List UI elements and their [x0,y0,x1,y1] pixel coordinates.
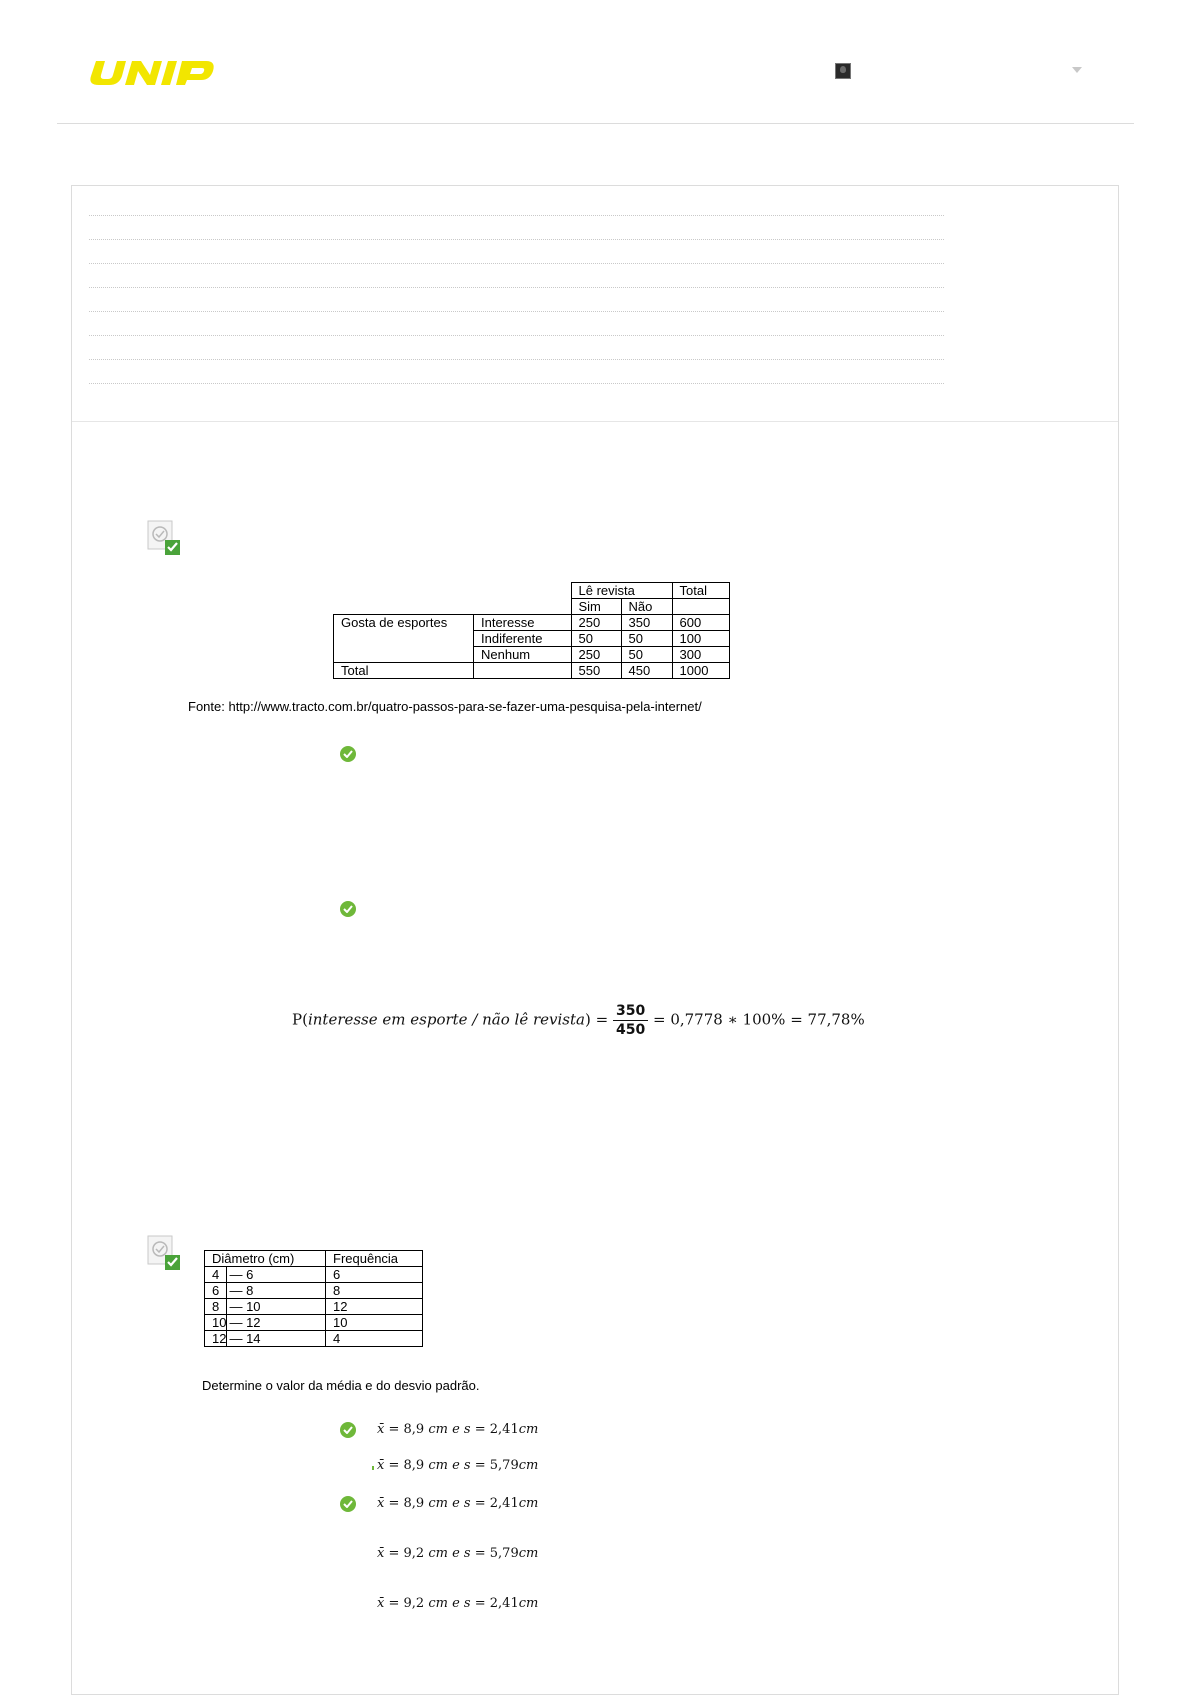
summary-line [89,311,944,312]
table-row [334,647,730,663]
table-row [205,1267,423,1283]
table-row [205,1331,423,1347]
answer-option[interactable]: x̄ = 8,9 cm e s = 5,79cm [377,1458,539,1473]
table-cell: 350 [621,615,672,631]
table-cell: 10 [326,1315,423,1331]
table-row [334,615,730,631]
formula-result: = 0,7778 ∗ 100% = 77,78% [652,1010,865,1029]
summary-line [89,383,944,384]
correct-question-icon [147,1235,183,1271]
option-sd: 5,79 [489,1458,519,1473]
table-row [334,663,730,679]
summary-line [89,215,944,216]
table-header [672,599,729,615]
fraction-numerator: 350 [613,1002,648,1021]
table-cell: — 8 [227,1283,326,1299]
table-cell [474,663,572,679]
table-cell: 50 [621,647,672,663]
option-sd: 2,41 [489,1422,519,1437]
table-cell: 250 [571,615,621,631]
summary-line [89,287,944,288]
table-cell: 50 [571,631,621,647]
frequency-table [204,1250,423,1347]
header-divider [57,123,1134,124]
answer-option[interactable]: x̄ = 8,9 cm e s = 2,41cm [377,1422,539,1437]
table-header: Sim [571,599,621,615]
table-cell: 1000 [672,663,729,679]
fraction-denominator: 450 [615,1022,646,1038]
table-cell: Total [334,663,474,679]
option-mean: 8,9 [403,1422,425,1437]
table-cell: 12 [326,1299,423,1315]
unip-logo-mark [88,60,224,86]
table-cell: Interesse [474,615,572,631]
question-prompt: Determine o valor da média e do desvio padrão. [202,1378,480,1393]
table-cell: 600 [672,615,729,631]
table-cell: 8 [205,1299,227,1315]
table-cell: 250 [571,647,621,663]
table-cell: 50 [621,631,672,647]
table-cell: 300 [672,647,729,663]
option-mean: 9,2 [403,1596,425,1611]
answer-option[interactable]: x̄ = 8,9 cm e s = 2,41cm [377,1496,539,1511]
table-header: Diâmetro (cm) [205,1251,326,1267]
selection-marker [372,1466,374,1470]
correct-question-icon [147,520,183,556]
option-mean: 8,9 [403,1496,425,1511]
table-cell: — 10 [227,1299,326,1315]
summary-box [72,186,1118,422]
table-header: Frequência [326,1251,423,1267]
formula-prefix: P( [292,1010,308,1029]
answer-option[interactable]: x̄ = 9,2 cm e s = 2,41cm [377,1596,539,1611]
source-caption: Fonte: http://www.tracto.com.br/quatro-passos-para-se-fazer-uma-pesquisa-pela-internet/ [188,699,702,714]
check-circle-icon [340,746,356,762]
table-row [205,1299,423,1315]
option-mean: 8,9 [403,1458,425,1473]
table-cell: — 6 [227,1267,326,1283]
table-cell: 12 [205,1331,227,1347]
fraction [613,1002,648,1039]
table-cell: 550 [571,663,621,679]
table-cell: — 12 [227,1315,326,1331]
table-cell: — 14 [227,1331,326,1347]
table-cell: 450 [621,663,672,679]
user-avatar[interactable] [835,63,851,79]
table-cell: 6 [326,1267,423,1283]
option-sd: 2,41 [489,1496,519,1511]
probability-formula [292,1002,865,1039]
chevron-down-icon[interactable] [1072,67,1082,73]
table-cell: 100 [672,631,729,647]
table-row [334,631,730,647]
option-sd: 2,41 [489,1596,519,1611]
table-cell: 6 [205,1283,227,1299]
table-header: Total [672,583,729,599]
table-header: Não [621,599,672,615]
option-sd: 5,79 [489,1546,519,1561]
summary-line [89,239,944,240]
answer-option[interactable]: x̄ = 9,2 cm e s = 5,79cm [377,1546,539,1561]
survey-table [333,582,730,679]
table-header: Lê revista [571,583,672,599]
header [0,0,1190,124]
table-cell: Gosta de esportes [334,615,474,631]
table-cell: 10 [205,1315,227,1331]
table-cell: 4 [205,1267,227,1283]
formula-suffix: ) = [584,1010,609,1029]
table-cell: Nenhum [474,647,572,663]
check-circle-icon [340,901,356,917]
summary-line [89,263,944,264]
table-cell: 4 [326,1331,423,1347]
option-mean: 9,2 [403,1546,425,1561]
table-cell: Indiferente [474,631,572,647]
table-row [205,1283,423,1299]
summary-line [89,335,944,336]
summary-line [89,359,944,360]
check-circle-icon [340,1496,356,1512]
content-panel [71,185,1119,1695]
unip-logo[interactable] [88,60,224,91]
table-cell: 8 [326,1283,423,1299]
formula-variable: interesse em esporte / não lê revista [307,1010,585,1029]
table-row [205,1315,423,1331]
check-circle-icon [340,1422,356,1438]
